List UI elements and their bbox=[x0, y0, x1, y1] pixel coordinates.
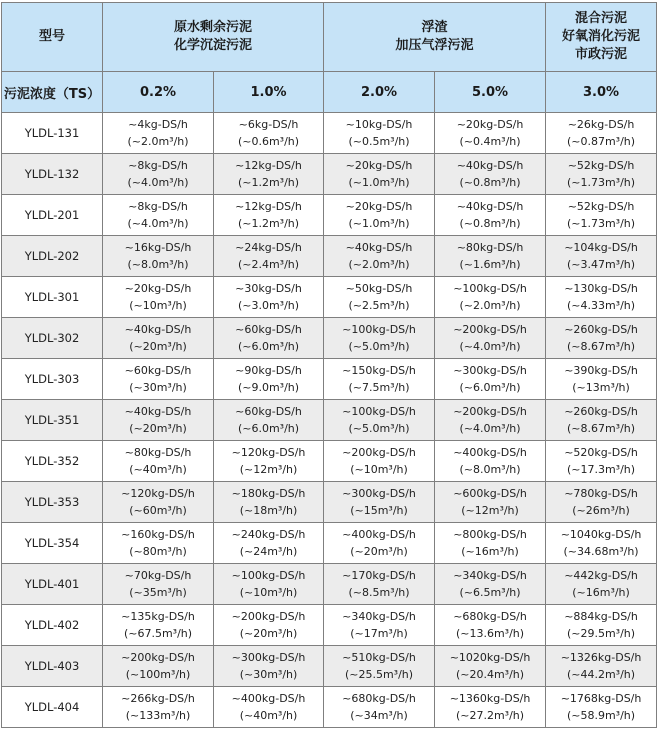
capacity-dry-solids: ~200kg-DS/h bbox=[453, 405, 527, 418]
capacity-cell bbox=[214, 318, 324, 359]
capacity-cell bbox=[435, 564, 546, 605]
capacity-dry-solids: ~60kg-DS/h bbox=[124, 364, 192, 377]
capacity-cell bbox=[546, 154, 657, 195]
capacity-cell bbox=[103, 687, 214, 728]
capacity-dry-solids: ~1020kg-DS/h bbox=[449, 651, 531, 664]
capacity-dry-solids: ~130kg-DS/h bbox=[564, 282, 638, 295]
capacity-dry-solids: ~20kg-DS/h bbox=[345, 159, 413, 172]
capacity-volume: (~3.47m³/h) bbox=[566, 258, 636, 271]
capacity-volume: (~8.67m³/h) bbox=[566, 422, 636, 435]
capacity-volume: (~100m³/h) bbox=[125, 668, 191, 681]
capacity-volume: (~44.2m³/h) bbox=[566, 668, 636, 681]
table-row bbox=[2, 441, 657, 482]
capacity-dry-solids: ~510kg-DS/h bbox=[342, 651, 416, 664]
capacity-cell bbox=[324, 195, 435, 236]
model-header: 型号 bbox=[2, 3, 103, 72]
capacity-cell bbox=[546, 113, 657, 154]
capacity-cell bbox=[546, 482, 657, 523]
capacity-dry-solids: ~8kg-DS/h bbox=[128, 159, 188, 172]
capacity-cell bbox=[103, 277, 214, 318]
model-cell: YLDL-132 bbox=[2, 154, 103, 195]
capacity-cell bbox=[435, 441, 546, 482]
table-row bbox=[2, 113, 657, 154]
capacity-cell bbox=[546, 400, 657, 441]
capacity-dry-solids: ~100kg-DS/h bbox=[453, 282, 527, 295]
capacity-dry-solids: ~60kg-DS/h bbox=[235, 323, 302, 336]
capacity-volume: (~3.0m³/h) bbox=[237, 299, 300, 312]
capacity-volume: (~1.73m³/h) bbox=[566, 176, 636, 189]
capacity-cell bbox=[324, 605, 435, 646]
capacity-volume: (~30m³/h) bbox=[129, 381, 187, 394]
capacity-volume: (~7.5m³/h) bbox=[348, 381, 410, 394]
capacity-cell bbox=[546, 195, 657, 236]
capacity-cell bbox=[214, 523, 324, 564]
capacity-volume: (~0.6m³/h) bbox=[237, 135, 300, 148]
capacity-dry-solids: ~80kg-DS/h bbox=[456, 241, 524, 254]
capacity-volume: (~1.73m³/h) bbox=[566, 217, 636, 230]
capacity-volume: (~9.0m³/h) bbox=[237, 381, 300, 394]
capacity-dry-solids: ~780kg-DS/h bbox=[564, 487, 638, 500]
capacity-cell bbox=[435, 113, 546, 154]
capacity-cell bbox=[214, 441, 324, 482]
capacity-volume: (~40m³/h) bbox=[129, 463, 187, 476]
capacity-cell bbox=[435, 359, 546, 400]
capacity-cell bbox=[103, 236, 214, 277]
group-header-1-line-2: 化学沉淀污泥 bbox=[174, 38, 253, 53]
capacity-volume: (~6.5m³/h) bbox=[459, 586, 521, 599]
capacity-volume: (~0.4m³/h) bbox=[459, 135, 521, 148]
capacity-cell bbox=[214, 400, 324, 441]
capacity-cell bbox=[103, 359, 214, 400]
capacity-dry-solids: ~400kg-DS/h bbox=[342, 528, 416, 541]
capacity-dry-solids: ~390kg-DS/h bbox=[564, 364, 638, 377]
capacity-cell bbox=[546, 318, 657, 359]
capacity-volume: (~13.6m³/h) bbox=[455, 627, 525, 640]
capacity-volume: (~2.5m³/h) bbox=[348, 299, 410, 312]
capacity-cell bbox=[324, 564, 435, 605]
capacity-dry-solids: ~52kg-DS/h bbox=[567, 200, 635, 213]
table-row bbox=[2, 195, 657, 236]
capacity-cell bbox=[214, 154, 324, 195]
table-row bbox=[2, 154, 657, 195]
capacity-cell bbox=[324, 318, 435, 359]
capacity-volume: (~8.67m³/h) bbox=[566, 340, 636, 353]
capacity-cell bbox=[214, 195, 324, 236]
sludge-capacity-table bbox=[1, 2, 657, 728]
capacity-volume: (~0.5m³/h) bbox=[348, 135, 410, 148]
capacity-cell bbox=[435, 687, 546, 728]
table-row bbox=[2, 646, 657, 687]
capacity-cell bbox=[435, 605, 546, 646]
capacity-cell bbox=[546, 605, 657, 646]
group-header-3-line-1: 混合污泥 bbox=[575, 11, 628, 26]
capacity-dry-solids: ~70kg-DS/h bbox=[124, 569, 192, 582]
capacity-volume: (~10m³/h) bbox=[350, 463, 408, 476]
capacity-dry-solids: ~442kg-DS/h bbox=[564, 569, 638, 582]
capacity-volume: (~8.0m³/h) bbox=[127, 258, 189, 271]
capacity-cell bbox=[324, 277, 435, 318]
capacity-dry-solids: ~266kg-DS/h bbox=[121, 692, 195, 705]
capacity-volume: (~34.68m³/h) bbox=[563, 545, 639, 558]
capacity-cell bbox=[435, 236, 546, 277]
capacity-cell bbox=[546, 441, 657, 482]
capacity-volume: (~35m³/h) bbox=[129, 586, 187, 599]
capacity-cell bbox=[324, 441, 435, 482]
capacity-dry-solids: ~200kg-DS/h bbox=[342, 446, 416, 459]
model-cell: YLDL-401 bbox=[2, 564, 103, 605]
capacity-dry-solids: ~20kg-DS/h bbox=[345, 200, 413, 213]
concentration-value: 5.0% bbox=[435, 72, 546, 113]
capacity-dry-solids: ~1040kg-DS/h bbox=[560, 528, 642, 541]
model-cell: YLDL-131 bbox=[2, 113, 103, 154]
capacity-dry-solids: ~40kg-DS/h bbox=[124, 405, 192, 418]
capacity-dry-solids: ~52kg-DS/h bbox=[567, 159, 635, 172]
table-row bbox=[2, 277, 657, 318]
model-cell: YLDL-404 bbox=[2, 687, 103, 728]
capacity-volume: (~10m³/h) bbox=[239, 586, 298, 599]
capacity-cell bbox=[324, 113, 435, 154]
capacity-dry-solids: ~520kg-DS/h bbox=[564, 446, 638, 459]
capacity-dry-solids: ~1360kg-DS/h bbox=[449, 692, 531, 705]
capacity-cell bbox=[324, 359, 435, 400]
capacity-dry-solids: ~120kg-DS/h bbox=[121, 487, 195, 500]
capacity-volume: (~29.5m³/h) bbox=[566, 627, 636, 640]
model-cell: YLDL-303 bbox=[2, 359, 103, 400]
capacity-dry-solids: ~240kg-DS/h bbox=[231, 528, 306, 541]
capacity-volume: (~1.2m³/h) bbox=[237, 217, 300, 230]
capacity-volume: (~1.0m³/h) bbox=[348, 176, 410, 189]
capacity-dry-solids: ~260kg-DS/h bbox=[564, 323, 638, 336]
capacity-dry-solids: ~180kg-DS/h bbox=[231, 487, 306, 500]
capacity-cell bbox=[435, 318, 546, 359]
capacity-dry-solids: ~80kg-DS/h bbox=[124, 446, 192, 459]
capacity-volume: (~2.4m³/h) bbox=[237, 258, 300, 271]
capacity-volume: (~4.0m³/h) bbox=[127, 217, 189, 230]
table-row bbox=[2, 564, 657, 605]
capacity-dry-solids: ~20kg-DS/h bbox=[124, 282, 192, 295]
header-row-concentration bbox=[2, 72, 657, 113]
capacity-dry-solids: ~170kg-DS/h bbox=[342, 569, 416, 582]
capacity-dry-solids: ~260kg-DS/h bbox=[564, 405, 638, 418]
capacity-dry-solids: ~200kg-DS/h bbox=[121, 651, 195, 664]
table-row bbox=[2, 400, 657, 441]
capacity-cell bbox=[324, 482, 435, 523]
capacity-cell bbox=[103, 441, 214, 482]
group-header-1 bbox=[103, 3, 324, 72]
capacity-volume: (~58.9m³/h) bbox=[566, 709, 636, 722]
capacity-cell bbox=[103, 646, 214, 687]
capacity-volume: (~30m³/h) bbox=[239, 668, 298, 681]
capacity-cell bbox=[214, 605, 324, 646]
capacity-cell bbox=[103, 113, 214, 154]
concentration-value: 1.0% bbox=[214, 72, 324, 113]
capacity-volume: (~0.87m³/h) bbox=[566, 135, 636, 148]
capacity-volume: (~4.33m³/h) bbox=[566, 299, 636, 312]
capacity-volume: (~16m³/h) bbox=[461, 545, 519, 558]
capacity-dry-solids: ~680kg-DS/h bbox=[453, 610, 527, 623]
capacity-dry-solids: ~135kg-DS/h bbox=[121, 610, 195, 623]
capacity-volume: (~20m³/h) bbox=[129, 422, 187, 435]
capacity-dry-solids: ~400kg-DS/h bbox=[453, 446, 527, 459]
capacity-dry-solids: ~800kg-DS/h bbox=[453, 528, 527, 541]
capacity-volume: (~12m³/h) bbox=[239, 463, 298, 476]
model-cell: YLDL-403 bbox=[2, 646, 103, 687]
capacity-dry-solids: ~40kg-DS/h bbox=[124, 323, 192, 336]
capacity-volume: (~0.8m³/h) bbox=[459, 176, 521, 189]
capacity-dry-solids: ~150kg-DS/h bbox=[342, 364, 416, 377]
table-row bbox=[2, 318, 657, 359]
capacity-volume: (~4.0m³/h) bbox=[459, 340, 521, 353]
concentration-value: 3.0% bbox=[546, 72, 657, 113]
capacity-cell bbox=[546, 359, 657, 400]
model-cell: YLDL-302 bbox=[2, 318, 103, 359]
capacity-cell bbox=[435, 400, 546, 441]
capacity-dry-solids: ~340kg-DS/h bbox=[453, 569, 527, 582]
capacity-dry-solids: ~8kg-DS/h bbox=[128, 200, 188, 213]
capacity-cell bbox=[214, 359, 324, 400]
capacity-dry-solids: ~200kg-DS/h bbox=[453, 323, 527, 336]
capacity-cell bbox=[435, 277, 546, 318]
capacity-cell bbox=[103, 564, 214, 605]
model-cell: YLDL-201 bbox=[2, 195, 103, 236]
capacity-cell bbox=[214, 113, 324, 154]
capacity-cell bbox=[546, 687, 657, 728]
group-header-2-line-2: 加压气浮污泥 bbox=[395, 38, 474, 53]
capacity-dry-solids: ~20kg-DS/h bbox=[456, 118, 524, 131]
capacity-cell bbox=[103, 482, 214, 523]
capacity-volume: (~17m³/h) bbox=[350, 627, 408, 640]
capacity-volume: (~5.0m³/h) bbox=[348, 340, 410, 353]
capacity-volume: (~25.5m³/h) bbox=[344, 668, 414, 681]
capacity-volume: (~5.0m³/h) bbox=[348, 422, 410, 435]
capacity-dry-solids: ~4kg-DS/h bbox=[128, 118, 188, 131]
model-cell: YLDL-202 bbox=[2, 236, 103, 277]
table-row bbox=[2, 523, 657, 564]
capacity-cell bbox=[103, 605, 214, 646]
capacity-dry-solids: ~40kg-DS/h bbox=[345, 241, 413, 254]
table-row bbox=[2, 687, 657, 728]
capacity-volume: (~26m³/h) bbox=[572, 504, 630, 517]
capacity-volume: (~60m³/h) bbox=[129, 504, 187, 517]
capacity-volume: (~1.6m³/h) bbox=[459, 258, 521, 271]
capacity-cell bbox=[214, 646, 324, 687]
model-cell: YLDL-301 bbox=[2, 277, 103, 318]
capacity-dry-solids: ~680kg-DS/h bbox=[342, 692, 416, 705]
capacity-volume: (~16m³/h) bbox=[572, 586, 630, 599]
capacity-volume: (~20m³/h) bbox=[350, 545, 408, 558]
capacity-dry-solids: ~200kg-DS/h bbox=[231, 610, 306, 623]
capacity-cell bbox=[103, 318, 214, 359]
capacity-dry-solids: ~12kg-DS/h bbox=[235, 200, 302, 213]
capacity-cell bbox=[214, 482, 324, 523]
concentration-value: 0.2% bbox=[103, 72, 214, 113]
capacity-dry-solids: ~300kg-DS/h bbox=[453, 364, 527, 377]
capacity-volume: (~6.0m³/h) bbox=[237, 422, 300, 435]
table-row bbox=[2, 359, 657, 400]
capacity-cell bbox=[435, 195, 546, 236]
capacity-volume: (~20m³/h) bbox=[129, 340, 187, 353]
capacity-volume: (~8.5m³/h) bbox=[348, 586, 410, 599]
capacity-cell bbox=[324, 400, 435, 441]
capacity-volume: (~2.0m³/h) bbox=[127, 135, 189, 148]
capacity-dry-solids: ~100kg-DS/h bbox=[342, 323, 416, 336]
capacity-cell bbox=[324, 687, 435, 728]
capacity-cell bbox=[214, 564, 324, 605]
capacity-volume: (~34m³/h) bbox=[350, 709, 408, 722]
capacity-volume: (~20.4m³/h) bbox=[455, 668, 525, 681]
group-header-2 bbox=[324, 3, 546, 72]
header-row-groups bbox=[2, 3, 657, 72]
capacity-volume: (~0.8m³/h) bbox=[459, 217, 521, 230]
capacity-cell bbox=[435, 523, 546, 564]
capacity-cell bbox=[546, 236, 657, 277]
capacity-cell bbox=[103, 523, 214, 564]
capacity-volume: (~12m³/h) bbox=[461, 504, 519, 517]
capacity-dry-solids: ~40kg-DS/h bbox=[456, 200, 524, 213]
capacity-cell bbox=[435, 482, 546, 523]
capacity-cell bbox=[546, 277, 657, 318]
capacity-volume: (~2.0m³/h) bbox=[459, 299, 521, 312]
capacity-volume: (~6.0m³/h) bbox=[237, 340, 300, 353]
capacity-dry-solids: ~160kg-DS/h bbox=[121, 528, 195, 541]
capacity-volume: (~4.0m³/h) bbox=[127, 176, 189, 189]
capacity-volume: (~67.5m³/h) bbox=[123, 627, 193, 640]
capacity-cell bbox=[214, 277, 324, 318]
capacity-cell bbox=[214, 236, 324, 277]
capacity-volume: (~4.0m³/h) bbox=[459, 422, 521, 435]
capacity-cell bbox=[103, 400, 214, 441]
table-row bbox=[2, 236, 657, 277]
capacity-dry-solids: ~884kg-DS/h bbox=[564, 610, 638, 623]
capacity-volume: (~13m³/h) bbox=[572, 381, 630, 394]
group-header-1-line-1: 原水剩余污泥 bbox=[174, 20, 253, 35]
capacity-dry-solids: ~104kg-DS/h bbox=[564, 241, 638, 254]
capacity-volume: (~27.2m³/h) bbox=[455, 709, 525, 722]
capacity-dry-solids: ~300kg-DS/h bbox=[231, 651, 306, 664]
capacity-dry-solids: ~24kg-DS/h bbox=[235, 241, 302, 254]
capacity-cell bbox=[546, 564, 657, 605]
capacity-volume: (~18m³/h) bbox=[239, 504, 298, 517]
capacity-volume: (~80m³/h) bbox=[129, 545, 187, 558]
model-cell: YLDL-352 bbox=[2, 441, 103, 482]
capacity-volume: (~15m³/h) bbox=[350, 504, 408, 517]
capacity-cell bbox=[324, 154, 435, 195]
capacity-dry-solids: ~6kg-DS/h bbox=[238, 118, 299, 131]
capacity-dry-solids: ~600kg-DS/h bbox=[453, 487, 527, 500]
group-header-2-line-1: 浮渣 bbox=[421, 20, 448, 35]
capacity-volume: (~1.2m³/h) bbox=[237, 176, 300, 189]
table-row bbox=[2, 605, 657, 646]
table-row bbox=[2, 482, 657, 523]
model-cell: YLDL-353 bbox=[2, 482, 103, 523]
group-header-3-line-3: 市政污泥 bbox=[575, 47, 628, 62]
capacity-volume: (~6.0m³/h) bbox=[459, 381, 521, 394]
table-body bbox=[2, 113, 657, 728]
capacity-dry-solids: ~340kg-DS/h bbox=[342, 610, 416, 623]
capacity-dry-solids: ~100kg-DS/h bbox=[342, 405, 416, 418]
capacity-dry-solids: ~60kg-DS/h bbox=[235, 405, 302, 418]
capacity-volume: (~10m³/h) bbox=[129, 299, 187, 312]
capacity-dry-solids: ~12kg-DS/h bbox=[235, 159, 302, 172]
capacity-dry-solids: ~1326kg-DS/h bbox=[560, 651, 642, 664]
capacity-volume: (~24m³/h) bbox=[239, 545, 298, 558]
capacity-volume: (~1.0m³/h) bbox=[348, 217, 410, 230]
capacity-dry-solids: ~50kg-DS/h bbox=[345, 282, 413, 295]
group-header-3-line-2: 好氧消化污泥 bbox=[562, 29, 641, 44]
capacity-dry-solids: ~40kg-DS/h bbox=[456, 159, 524, 172]
capacity-cell bbox=[546, 646, 657, 687]
concentration-label: 污泥浓度（TS） bbox=[2, 72, 103, 113]
capacity-volume: (~133m³/h) bbox=[125, 709, 191, 722]
group-header-3 bbox=[546, 3, 657, 72]
capacity-volume: (~17.3m³/h) bbox=[566, 463, 636, 476]
capacity-dry-solids: ~400kg-DS/h bbox=[231, 692, 306, 705]
capacity-cell bbox=[103, 195, 214, 236]
concentration-value: 2.0% bbox=[324, 72, 435, 113]
capacity-dry-solids: ~120kg-DS/h bbox=[231, 446, 306, 459]
capacity-cell bbox=[546, 523, 657, 564]
model-cell: YLDL-402 bbox=[2, 605, 103, 646]
capacity-cell bbox=[435, 646, 546, 687]
capacity-dry-solids: ~16kg-DS/h bbox=[124, 241, 192, 254]
capacity-cell bbox=[214, 687, 324, 728]
capacity-volume: (~2.0m³/h) bbox=[348, 258, 410, 271]
capacity-cell bbox=[435, 154, 546, 195]
model-cell: YLDL-351 bbox=[2, 400, 103, 441]
capacity-cell bbox=[103, 154, 214, 195]
capacity-dry-solids: ~100kg-DS/h bbox=[231, 569, 306, 582]
capacity-volume: (~20m³/h) bbox=[239, 627, 298, 640]
capacity-cell bbox=[324, 646, 435, 687]
capacity-volume: (~40m³/h) bbox=[239, 709, 298, 722]
capacity-volume: (~8.0m³/h) bbox=[459, 463, 521, 476]
capacity-dry-solids: ~10kg-DS/h bbox=[345, 118, 413, 131]
capacity-cell bbox=[324, 523, 435, 564]
capacity-cell bbox=[324, 236, 435, 277]
capacity-dry-solids: ~30kg-DS/h bbox=[235, 282, 302, 295]
capacity-dry-solids: ~26kg-DS/h bbox=[567, 118, 635, 131]
capacity-dry-solids: ~1768kg-DS/h bbox=[560, 692, 642, 705]
capacity-dry-solids: ~300kg-DS/h bbox=[342, 487, 416, 500]
model-cell: YLDL-354 bbox=[2, 523, 103, 564]
capacity-dry-solids: ~90kg-DS/h bbox=[235, 364, 302, 377]
